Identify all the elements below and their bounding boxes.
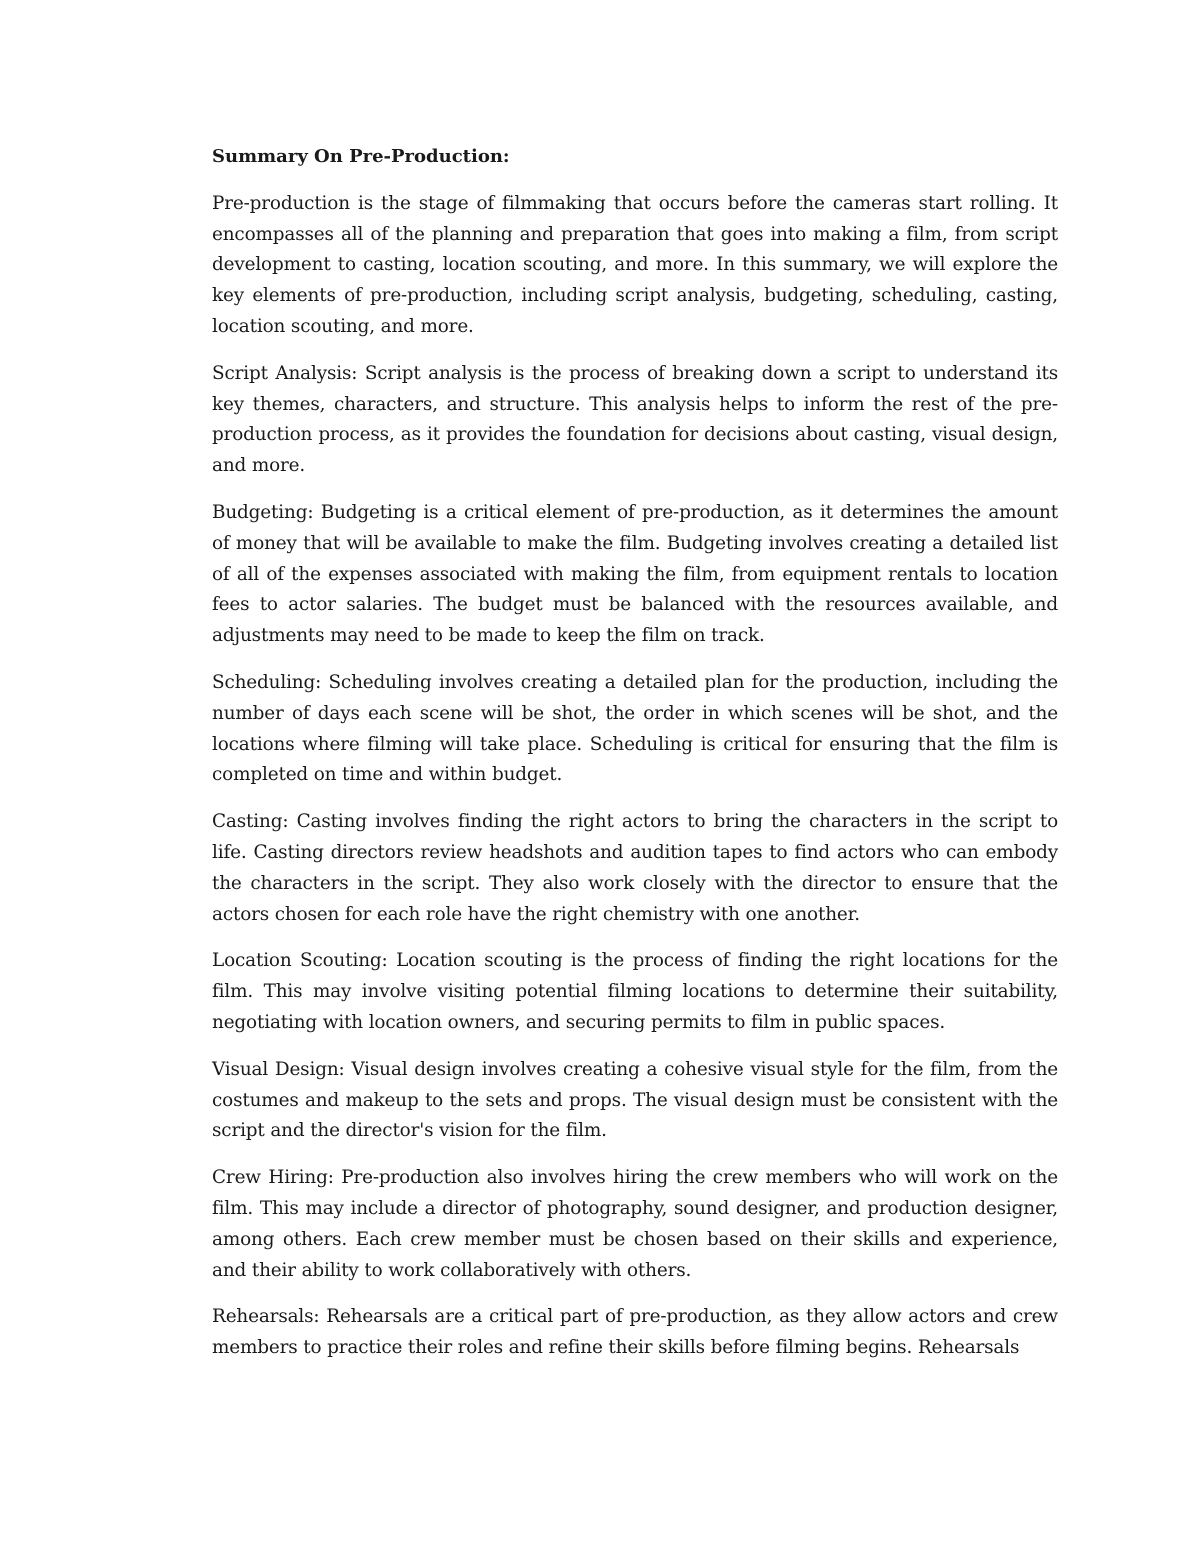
paragraph-budgeting: Budgeting: Budgeting is a critical element of pre-production, as it determines the amount of money that will be available to make the film. Budgeting involves creating a detailed list of all of the expenses associated with making the film, from equipment rentals to location fees to actor salaries. The budget must be balanced with the resources available, and adjustments may need to be made to keep the film on track. [212, 501, 1058, 647]
document-body [212, 142, 1058, 1380]
paragraph-visual-design: Visual Design: Visual design involves creating a cohesive visual style for the film, from the costumes and makeup to the sets and props. The visual design must be consistent with the script and the director's vision for the film. [212, 1058, 1058, 1142]
paragraph-rehearsals: Rehearsals: Rehearsals are a critical part of pre-production, as they allow actors and crew members to practice their roles and refine their skills before filming begins. Rehearsals [212, 1306, 1058, 1359]
paragraph-intro: Pre-production is the stage of filmmaking that occurs before the cameras start rolling. It encompasses all of the planning and preparation that goes into making a film, from script development to casting, location scouting, and more. In this summary, we will explore the key elements of pre-production, including script analysis, budgeting, scheduling, casting, location scouting, and more. [212, 192, 1058, 337]
paragraph-scheduling: Scheduling: Scheduling involves creating a detailed plan for the production, including the number of days each scene will be shot, the order in which scenes will be shot, and the locations where filming will take place. Scheduling is critical for ensuring that the film is completed on time and within budget. [212, 671, 1058, 786]
paragraph-script-analysis: Script Analysis: Script analysis is the process of breaking down a script to understand its key themes, characters, and structure. This analysis helps to inform the rest of the pre-production process, as it provides the foundation for decisions about casting, visual design, and more. [212, 362, 1058, 477]
document-title: Summary On Pre-Production: [212, 146, 510, 167]
paragraph-location-scouting: Location Scouting: Location scouting is the process of finding the right locations for the film. This may involve visiting potential filming locations to determine their suitability, negotiating with location owners, and securing permits to film in public spaces. [212, 950, 1058, 1033]
paragraph-crew-hiring: Crew Hiring: Pre-production also involves hiring the crew members who will work on the film. This may include a director of photography, sound designer, and production designer, among others. Each crew member must be chosen based on their skills and experience, and their ability to work collaboratively with others. [212, 1167, 1058, 1281]
paragraph-casting: Casting: Casting involves finding the right actors to bring the characters in the script to life. Casting directors review headshots and audition tapes to find actors who can embody the characters in the script. They also work closely with the director to ensure that the actors chosen for each role have the right chemistry with one another. [212, 811, 1058, 925]
